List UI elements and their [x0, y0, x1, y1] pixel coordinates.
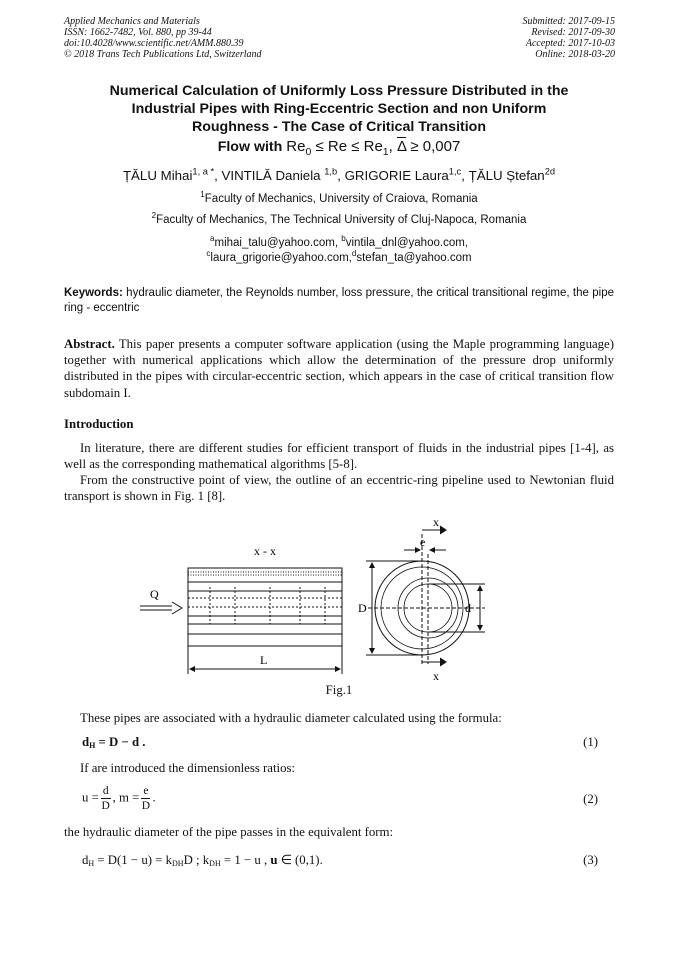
email-b[interactable]: vintila_dnl@yahoo.com,: [345, 237, 468, 249]
title-line-3: Roughness - The Case of Critical Transition: [191, 119, 487, 135]
equation-3-number: (3): [583, 853, 598, 867]
abstract-text: This paper presents a computer software application (using the Maple programming language) together with numerical applications which allow the determination of the pressure drop uniformly distributed in the pipes with circular-eccentric section, which appears in the case of critical transition flow subdomain I.: [64, 337, 614, 400]
email-c[interactable]: laura_grigorie@yahoo.com,: [210, 252, 352, 264]
eq3-main: = D(1 − u) = k: [97, 853, 172, 867]
body-paragraph-3: These pipes are associated with a hydraulic diameter calculated using the formula:: [80, 711, 502, 725]
email-a[interactable]: mihai_talu@yahoo.com,: [214, 237, 342, 249]
body-paragraph-4: If are introduced the dimensionless ratios:: [80, 761, 295, 775]
title-flow-with: Flow with: [217, 139, 283, 155]
email-d[interactable]: stefan_ta@yahoo.com: [356, 252, 472, 264]
author-2: VINTILĂ Daniela: [221, 168, 325, 183]
journal-name: Applied Mechanics and Materials: [64, 16, 200, 27]
eq1-rest: = D − d .: [95, 735, 146, 749]
accepted-date: Accepted: 2017-10-03: [525, 38, 615, 49]
label-e: e: [420, 535, 426, 549]
label-section: x - x: [254, 544, 276, 558]
abstract: [64, 336, 614, 401]
eq1-d: d: [82, 735, 90, 749]
journal-doi: doi:10.4028/www.scientific.net/AMM.880.39: [64, 38, 244, 49]
body-paragraph-5: the hydraulic diameter of the pipe passes in the equivalent form:: [64, 825, 394, 839]
keywords: [64, 286, 614, 315]
title-line-2: Industrial Pipes with Ring-Eccentric Section and non Uniform: [131, 101, 547, 117]
keywords-label: Keywords:: [64, 287, 123, 299]
equation-2: u = $\frac{d}{D}$ , m = $\frac{e}{D}$ .: [82, 785, 156, 812]
abstract-label: Abstract.: [64, 337, 115, 351]
intro-paragraph-2: From the constructive point of view, the outline of an eccentric-ring pipeline used to Newtonian fluid transport is shown in Fig. 1 [8].: [64, 473, 614, 504]
affiliation-1: [64, 190, 614, 205]
eq1-sub: H: [89, 741, 96, 750]
email-c-sup: c: [206, 249, 211, 259]
section-heading-introduction: Introduction: [64, 417, 134, 431]
author-list: ȚĂLU Mihai$^{1, a *}$, VINTILĂ Daniela $^{1,b}$, GRIGORIE Laura$^{1,c}$, ȚĂLU Ștefan$^{2d}$: [122, 166, 556, 183]
intro-paragraph-1: In literature, there are different studies for efficient transport of fluids in the industrial pipes [1-4], as well as the corresponding mathematical algorithms [5-8].: [64, 441, 614, 472]
journal-copyright: © 2018 Trans Tech Publications Ltd, Switzerland: [64, 49, 262, 60]
email-d-sup: d: [351, 249, 357, 259]
affiliation-2-sup: 2: [151, 211, 157, 221]
pipe-cross-section: [366, 526, 485, 666]
flow-arrow: [140, 602, 182, 614]
label-L: L: [260, 653, 268, 667]
author-emails: [64, 236, 614, 266]
email-b-sup: b: [341, 234, 346, 244]
journal-info: [64, 16, 262, 60]
author-1: ȚĂLU Mihai: [122, 168, 193, 183]
equation-1-number: (1): [583, 735, 598, 749]
equation-2-number: (2): [583, 792, 598, 806]
revised-date: Revised: 2017-09-30: [531, 27, 615, 38]
affiliation-1-text: Faculty of Mechanics, University of Craiova, Romania: [204, 193, 478, 205]
journal-issn: ISSN: 1662-7482, Vol. 880, pp 39-44: [64, 27, 212, 38]
submission-dates: [523, 16, 616, 60]
email-a-sup: a: [210, 234, 215, 244]
author-1-sup: 1, a *: [192, 166, 215, 177]
author-4: ȚĂLU Ștefan: [468, 168, 545, 183]
equation-1: [82, 735, 146, 750]
author-3: GRIGORIE Laura: [344, 168, 449, 183]
paper-title: [64, 82, 614, 156]
affiliation-1-sup: 1: [200, 190, 205, 200]
equation-3: dH = D(1 − u) = kDHD ; kDH = 1 − u , u ∈ (0,1).: [82, 853, 323, 868]
title-roughness-value: 0,007: [422, 138, 461, 155]
affiliation-2-text: Faculty of Mechanics, The Technical University of Cluj-Napoca, Romania: [156, 214, 527, 226]
keywords-text: hydraulic diameter, the Reynolds number, loss pressure, the critical transitional regime, the pipe ring - eccentric: [64, 287, 615, 314]
label-D: D: [358, 601, 367, 615]
label-x-bottom: x: [433, 669, 439, 683]
author-4-sup: 2d: [544, 166, 556, 177]
author-3-sup: 1,c: [448, 166, 462, 177]
figure-caption: Fig.1: [325, 683, 353, 697]
pipe-figure: [140, 514, 520, 684]
label-x-top: x: [433, 515, 439, 529]
title-condition: Flow with $Re_0 \le Re \le Re_1$, $\overline{\Delta} \ge 0,007$: [217, 138, 461, 158]
title-line-1: Numerical Calculation of Uniformly Loss Pressure Distributed in the: [109, 83, 569, 99]
online-date: Online: 2018-03-20: [535, 49, 615, 60]
submitted-date: Submitted: 2017-09-15: [522, 16, 615, 27]
label-d: d: [465, 601, 471, 615]
affiliation-2: [64, 211, 614, 226]
label-Q: Q: [150, 587, 159, 601]
author-2-sup: 1,b: [324, 166, 338, 177]
